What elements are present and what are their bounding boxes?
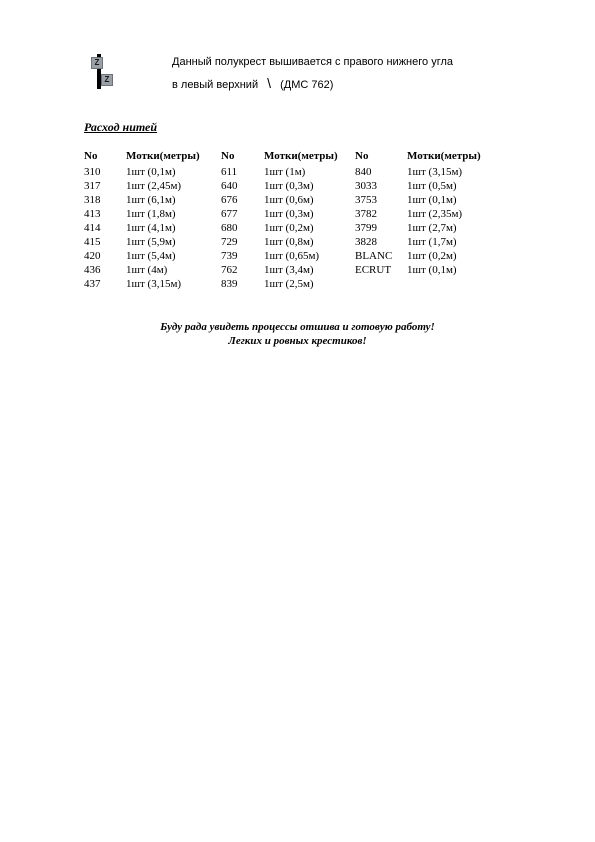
skein-amount: 1шт (0,8м) (264, 236, 314, 248)
skein-amount: 1шт (5,4м) (126, 250, 176, 262)
thread-number: 739 (221, 250, 238, 262)
section-title: Расход нитей (84, 120, 158, 134)
thread-number: 640 (221, 180, 238, 192)
column-header: Мотки(метры) (264, 150, 338, 162)
thread-number: 413 (84, 208, 101, 220)
thread-number (355, 277, 407, 291)
table-row (84, 249, 497, 263)
thread-number: 414 (84, 222, 101, 234)
legend-description-line2 (172, 75, 333, 91)
thread-number: 3799 (355, 222, 377, 234)
closing-line: Легких и ровных крестиков! (228, 335, 367, 347)
thread-number: 436 (84, 264, 101, 276)
skein-amount: 1шт (4,1м) (126, 222, 176, 234)
column-header: No (355, 150, 369, 162)
skein-amount: 1шт (0,65м) (264, 250, 320, 262)
skein-amount: 1шт (0,6м) (264, 194, 314, 206)
stitch-grid (94, 54, 110, 89)
closing-line: Буду рада увидеть процессы отшива и готовую работу! (160, 321, 435, 333)
thread-number: 676 (221, 194, 238, 206)
table-row (84, 277, 497, 291)
skein-amount: 1шт (3,15м) (407, 166, 463, 178)
table-row (84, 221, 497, 235)
table-row (84, 193, 497, 207)
skein-amount: 1шт (2,45м) (126, 180, 182, 192)
table-header-row (84, 148, 497, 165)
thread-number: 437 (84, 278, 101, 290)
table-row (84, 179, 497, 193)
thread-number: 840 (355, 166, 372, 178)
column-header: No (84, 150, 98, 162)
thread-number: 3782 (355, 208, 377, 220)
thread-number: 611 (221, 166, 238, 178)
half-stitch-symbol: Z (101, 74, 113, 86)
thread-number: BLANC (355, 250, 393, 262)
closing-message (0, 320, 595, 348)
column-header: No (221, 150, 235, 162)
backslash-stitch-glyph: \ (267, 75, 272, 91)
skein-amount: 1шт (1,8м) (126, 208, 176, 220)
table-row (84, 165, 497, 179)
table-body (84, 165, 497, 291)
skein-amount: 1шт (2,35м) (407, 208, 463, 220)
skein-amount (407, 277, 497, 291)
legend-description-line1: Данный полукрест вышивается с правого нижнего угла (172, 56, 454, 68)
skein-amount: 1шт (0,1м) (126, 166, 176, 178)
legend-line2-prefix: в левый верхний (172, 79, 259, 91)
thread-number: 3753 (355, 194, 377, 206)
column-header: Мотки(метры) (407, 150, 481, 162)
thread-number: 762 (221, 264, 238, 276)
column-header: Мотки(метры) (126, 150, 200, 162)
thread-usage-table (84, 148, 497, 291)
thread-number: 680 (221, 222, 238, 234)
skein-amount: 1шт (0,2м) (264, 222, 314, 234)
skein-amount: 1шт (0,1м) (407, 194, 457, 206)
thread-number: 420 (84, 250, 101, 262)
half-stitch-symbol: Z (91, 57, 103, 69)
skein-amount: 1шт (0,3м) (264, 208, 314, 220)
skein-amount: 1шт (1,7м) (407, 236, 457, 248)
thread-number: 318 (84, 194, 101, 206)
thread-number: 317 (84, 180, 101, 192)
skein-amount: 1шт (0,3м) (264, 180, 314, 192)
skein-amount: 1шт (4м) (126, 264, 168, 276)
thread-number: 839 (221, 278, 238, 290)
skein-amount: 1шт (6,1м) (126, 194, 176, 206)
table-row (84, 235, 497, 249)
thread-number: 677 (221, 208, 238, 220)
skein-amount: 1шт (5,9м) (126, 236, 176, 248)
thread-number: 3828 (355, 236, 377, 248)
skein-amount: 1шт (2,7м) (407, 222, 457, 234)
table-row (84, 263, 497, 277)
skein-amount: 1шт (0,2м) (407, 250, 457, 262)
table-row (84, 207, 497, 221)
skein-amount: 1шт (1м) (264, 166, 306, 178)
skein-amount: 1шт (3,15м) (126, 278, 182, 290)
skein-amount: 1шт (2,5м) (264, 278, 314, 290)
thread-number: ECRUT (355, 264, 392, 276)
thread-number: 415 (84, 236, 101, 248)
skein-amount: 1шт (0,1м) (407, 264, 457, 276)
thread-number: 3033 (355, 180, 377, 192)
skein-amount: 1шт (3,4м) (264, 264, 314, 276)
dmc-code: (ДМС 762) (280, 79, 334, 91)
thread-number: 310 (84, 166, 101, 178)
thread-number: 729 (221, 236, 238, 248)
grid-cell (100, 55, 101, 72)
skein-amount: 1шт (0,5м) (407, 180, 457, 192)
grid-cell (100, 72, 101, 89)
